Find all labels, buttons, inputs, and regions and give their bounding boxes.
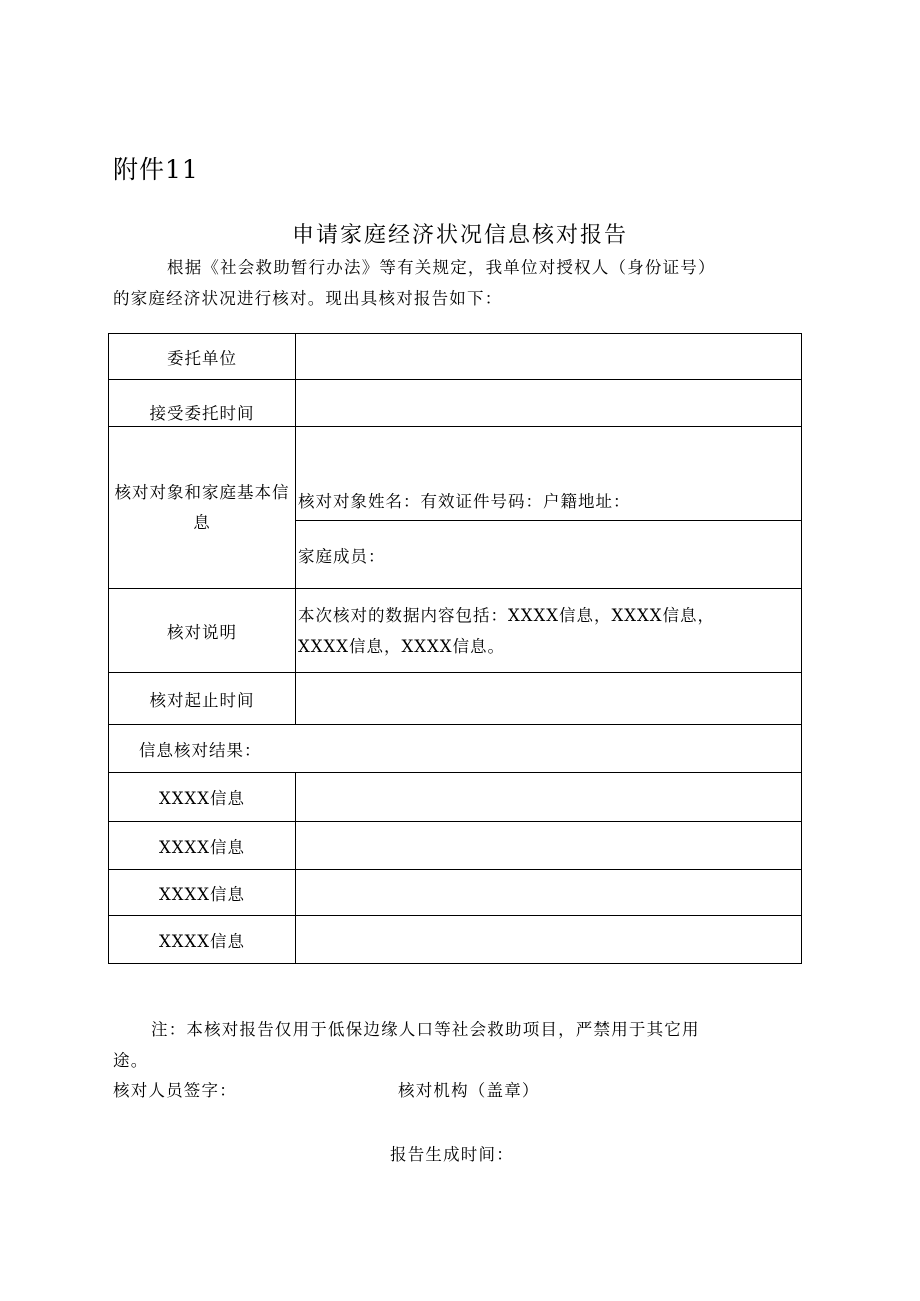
result-item-value[interactable] [296,773,802,822]
accept-time-label: 接受委托时间 [109,380,296,427]
usage-note [113,1014,803,1076]
table-row [109,916,802,964]
subject-info-line[interactable]: 核对对象姓名：有效证件号码：户籍地址： [298,492,631,511]
generated-time-label: 报告生成时间： [390,1145,514,1164]
result-item-value[interactable] [296,870,802,916]
table-row [109,870,802,916]
result-item-label: XXXX信息 [109,773,296,822]
description-label: 核对说明 [109,589,296,673]
attachment-number: 附件11 [113,155,199,184]
table-row [109,822,802,870]
row-period [109,673,802,725]
row-description [109,589,802,673]
result-item-label: XXXX信息 [109,916,296,964]
signature-label: 核对人员签字： [113,1081,237,1100]
document-title: 申请家庭经济状况信息核对报告 [291,223,628,248]
description-cell [296,589,802,673]
subject-info-label: 核对对象和家庭基本信息 [109,427,296,589]
accept-time-value[interactable] [296,380,802,427]
period-label: 核对起止时间 [109,673,296,725]
result-item-value[interactable] [296,822,802,870]
subject-info-cell [296,427,802,589]
intro-line-2: 的家庭经济状况进行核对。现出具核对报告如下： [113,289,503,308]
seal-label: 核对机构（盖章） [398,1081,540,1100]
verification-table [108,333,802,964]
result-item-label: XXXX信息 [109,822,296,870]
description-line-1: 本次核对的数据内容包括：XXXX信息，XXXX信息， [298,605,715,625]
row-entrusting-unit [109,334,802,380]
intro-line-1: 根据《社会救助暂行办法》等有关规定，我单位对授权人（身份证号） [167,258,716,277]
description-line-2: XXXX信息，XXXX信息。 [298,636,505,656]
row-subject-info [109,427,802,589]
intro-paragraph [113,252,803,314]
result-item-label: XXXX信息 [109,870,296,916]
row-result-header [109,725,802,773]
row-accept-time [109,380,802,427]
result-item-value[interactable] [296,916,802,964]
note-line-2: 途。 [113,1051,149,1070]
entrusting-unit-value[interactable] [296,334,802,380]
result-label: 信息核对结果： [109,725,802,773]
note-line-1: 注：本核对报告仅用于低保边缘人口等社会救助项目，严禁用于其它用 [151,1020,700,1039]
table-row [109,773,802,822]
family-members-line[interactable]: 家庭成员： [296,520,801,588]
period-value[interactable] [296,673,802,725]
entrusting-unit-label: 委托单位 [109,334,296,380]
